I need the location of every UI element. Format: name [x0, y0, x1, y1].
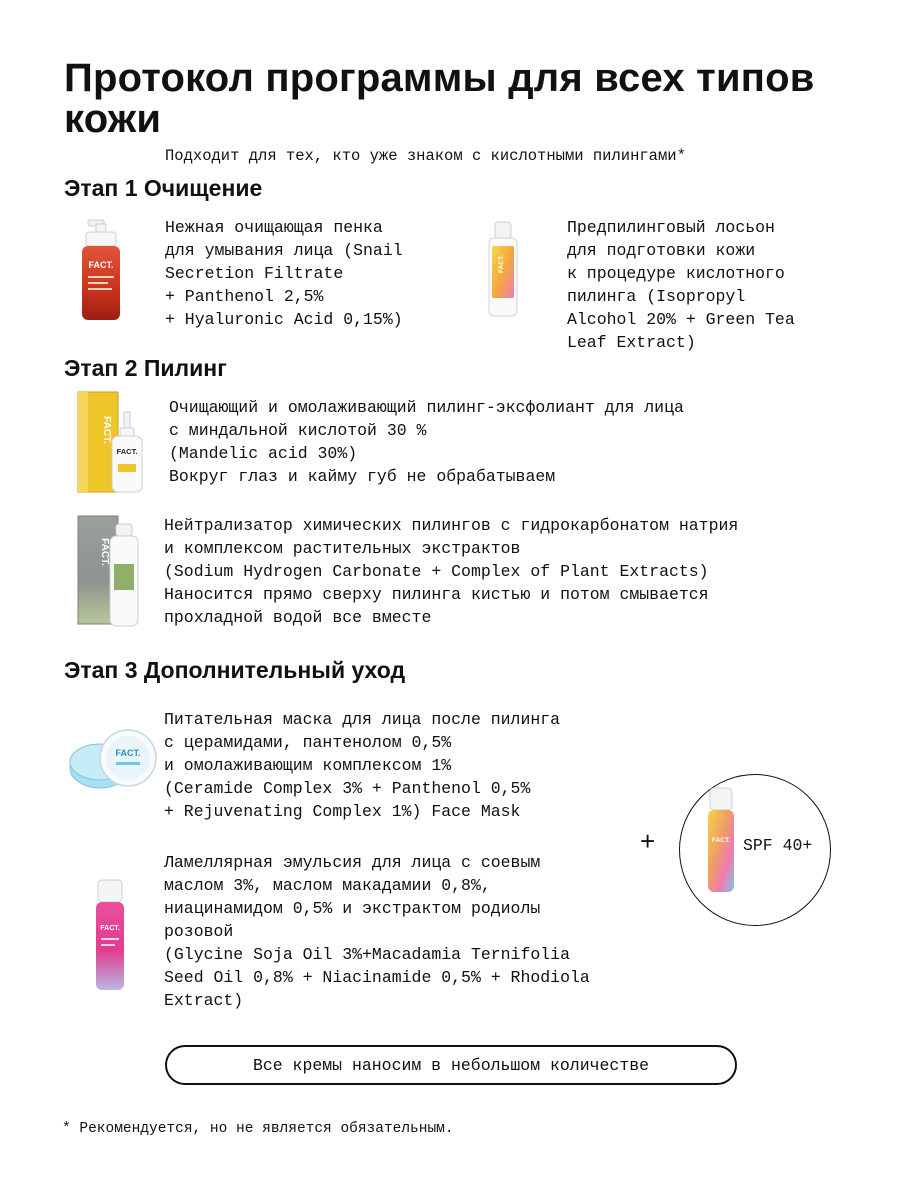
stage-3-heading: Этап 3 Дополнительный уход	[64, 657, 406, 683]
page-title: Протокол программы для всех типов кожи	[64, 56, 815, 141]
spf-label: SPF 40+	[743, 836, 813, 855]
peel-neutralizer-description: Нейтрализатор химических пилингов с гидрокарбонатом натрия и комплексом растительных экстрактов (Sodium Hydrogen Carbonate + Complex of Plant Extracts) Наносится прямо сверху пилинга кистью и потом смывается прохладной водой все вместе	[164, 516, 739, 627]
spf-brand-label: FACT.	[711, 837, 731, 844]
pre-peel-lotion-image	[483, 220, 523, 320]
peel-bottle-brand-label: FACT.	[116, 447, 138, 456]
foam-cleanser-description: Нежная очищающая пенка для умывания лица (Snail Secretion Filtrate + Panthenol 2,5% + Hyaluronic Acid 0,15%)	[165, 218, 403, 329]
mask-brand-label: FACT.	[115, 748, 141, 758]
neutralizer-box-brand-label: FACT.	[99, 538, 110, 566]
peel-box-brand-label: FACT.	[101, 416, 112, 444]
lotion-brand-label: FACT.	[498, 254, 505, 274]
pre-peel-lotion-description: Предпилинговый лосьон для подготовки кожи к процедуре кислотного пилинга (Isopropyl Alcohol 20% + Green Tea Leaf Extract)	[567, 218, 795, 352]
foam-brand-label: FACT.	[88, 260, 114, 270]
stage-2-heading: Этап 2 Пилинг	[64, 355, 227, 381]
footnote: * Рекомендуется, но не является обязательным.	[62, 1121, 454, 1137]
stage-1-heading: Этап 1 Очищение	[64, 175, 263, 201]
peel-neutralizer-image	[74, 512, 144, 632]
lamellar-emulsion-image	[90, 878, 130, 994]
face-mask-description: Питательная маска для лица после пилинга с церамидами, пантенолом 0,5% и омолаживающим комплексом 1% (Ceramide Complex 3% + Panthenol 0,5% + Rejuvenating Complex 1%) Face Mask	[164, 710, 561, 821]
note-pill: Все кремы наносим в небольшом количестве	[165, 1045, 737, 1085]
foam-cleanser-image	[72, 218, 130, 322]
emulsion-brand-label: FACT.	[100, 925, 120, 932]
plus-sign: +	[640, 826, 656, 856]
face-mask-image	[66, 724, 162, 794]
lamellar-emulsion-description: Ламеллярная эмульсия для лица с соевым маслом 3%, маслом макадамии 0,8%, ниацинамидом 0,5% и экстрактом родиолы розовой (Glycine Soja Oil 3%+Macadamia Ternifolia Seed Oil 0,8% + Niacinamide 0,5% + Rhodiola Extract)	[164, 853, 590, 1010]
subtitle: Подходит для тех, кто уже знаком с кислотными пилингами*	[165, 147, 686, 165]
spf-product-image	[703, 786, 739, 896]
mandelic-peel-image	[74, 390, 160, 496]
mandelic-peel-description: Очищающий и омолаживающий пилинг-эксфолиант для лица с миндальной кислотой 30 % (Mandelic acid 30%) Вокруг глаз и кайму губ не обрабатываем	[169, 398, 684, 486]
